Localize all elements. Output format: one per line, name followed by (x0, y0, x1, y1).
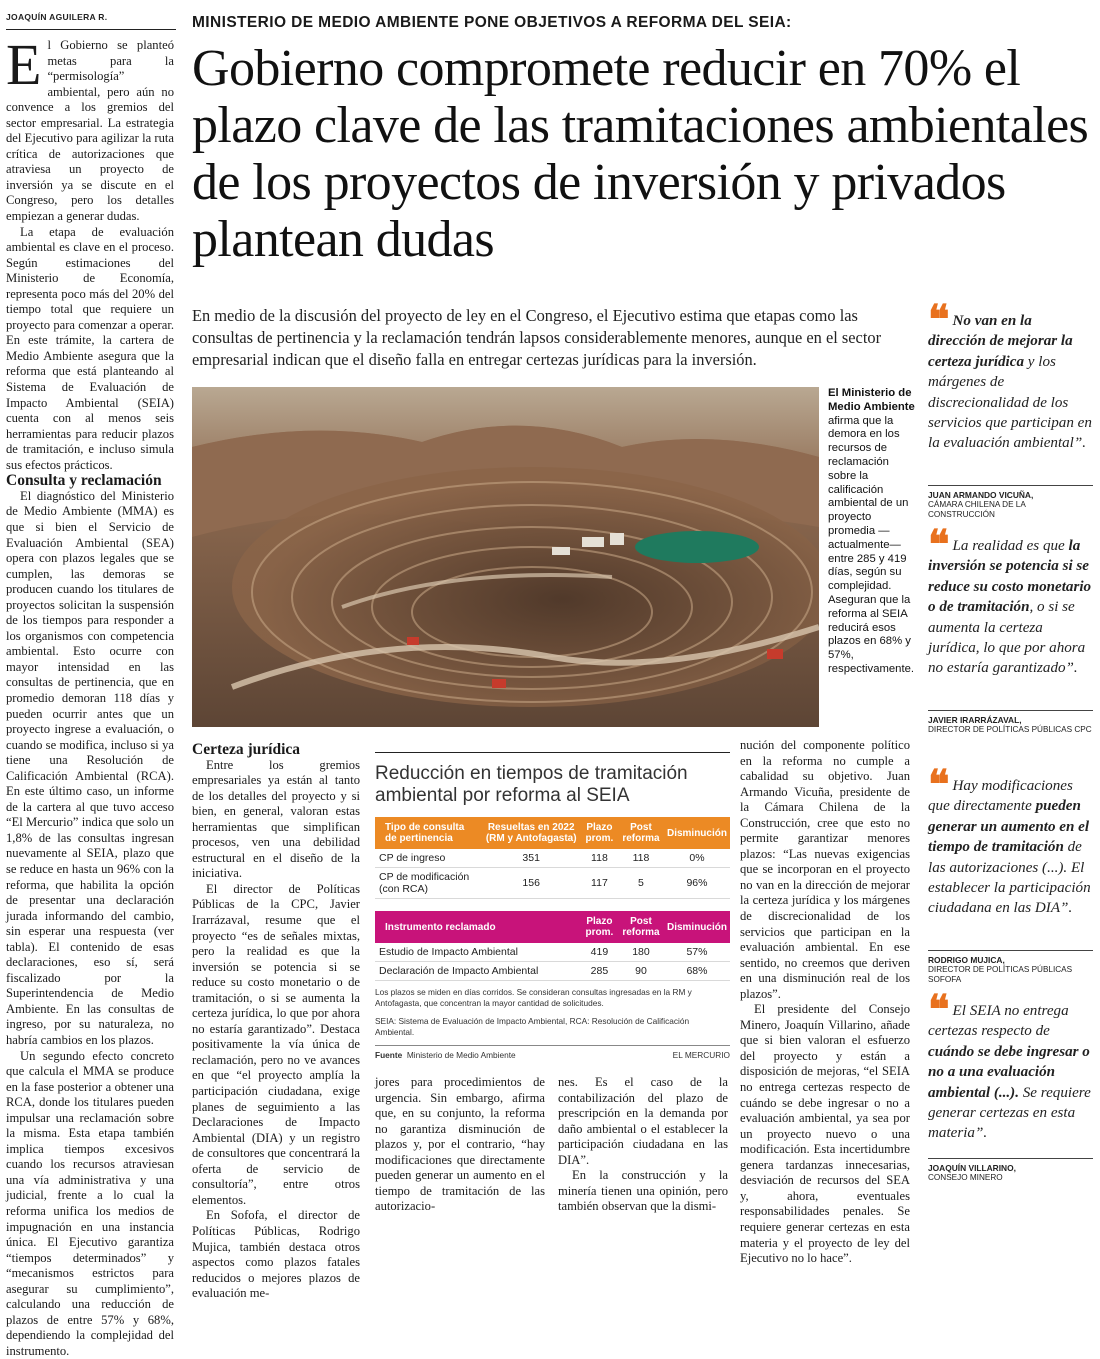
quote-mark-icon: ❝ (928, 986, 950, 1033)
th-post-2: Post reforma (618, 911, 664, 943)
cell: 285 (581, 962, 618, 981)
quote-3-attribution (928, 950, 1093, 985)
col1-paragraph-2: La etapa de evaluación ambiental es clave en el proceso. Según estimaciones del Ministerio de Economía, representa poco más del 20% del tiempo total que requiere un proyecto para comenzar a operar. En este trámite, la cartera de Medio Ambiente asegura que la reforma que está planteando al Sistema de Evaluación de Impacto Ambiental (SEIA) cuenta con al menos seis herramientas para reducir plazos de tramitación, e incluso simula sus efectos prácticos. (6, 224, 174, 472)
column-4 (558, 1075, 728, 1215)
quote-2-attribution (928, 710, 1093, 735)
quote-text: La realidad es que (952, 538, 1069, 554)
quote-role: DIRECTOR DE POLÍTICAS PÚBLICAS CPC (928, 725, 1092, 734)
pull-quote-2 (928, 521, 1093, 679)
caption-bold: El Ministerio de Medio Ambiente (828, 387, 915, 413)
quote-bold: pueden generar un aumento en el tiempo de tramitación (928, 798, 1090, 856)
table-row (375, 962, 730, 981)
table-source (375, 1045, 730, 1061)
quote-1-attribution (928, 485, 1093, 520)
col2-paragraph-3: En Sofofa, el director de Políticas Públicas, Rodrigo Mujica, también destaca otros aspectos como plazos fatales reducidos o mejores plazos de evaluación me- (192, 1208, 360, 1301)
quote-4-attribution (928, 1158, 1093, 1183)
cell: 118 (618, 849, 664, 868)
th-plazo-2: Plazo prom. (581, 911, 618, 943)
quote-text: de las autorizaciones (...). El establecer la participación ciudadana en las DIA”. (928, 839, 1091, 917)
quote-text: Se requiere generar certezas en esta materia”. (928, 1084, 1091, 1142)
quote-text: Hay modificaciones que directamente (928, 778, 1073, 815)
quote-role: CONSEJO MINERO (928, 1173, 1003, 1182)
headline: Gobierno compromete reducir en 70% el plazo clave de las tramitaciones ambientales de los proyectos de inversión y privados plantean dudas (192, 40, 1089, 268)
col1-paragraph-4: Un segundo efecto concreto que calcula el MMA se produce en la fase posterior a obtener una RCA, donde los titulares pueden impulsar una reclamación sobre la misma. Esta etapa también implica tiempos excesivos cuando los recursos atraviesan una vía administrativa y una judicial, frente a lo cual la reforma unifica los medios de impugnación en una instancia única. El Ejecutivo garantiza “tiempos determinados” y “mecanismos estrictos para asegurar su cumplimiento”, calculando una reducción de plazos de entre 57% y 68%, dependiendo la complejidad del instrumento. (6, 1048, 174, 1358)
quote-bold: No van en la dirección de mejorar la certeza jurídica (928, 313, 1073, 370)
column-5 (740, 738, 910, 1267)
cell: 0% (664, 849, 730, 868)
quote-text: y los márgenes de discrecionalidad de los servicios que participan en la evaluación ambiental”. (928, 353, 1092, 452)
column-3 (375, 1075, 545, 1215)
pull-quote-4 (928, 986, 1093, 1144)
quote-text: , o si se aumenta la certeza jurídica, lo que por ahora no estaría garantizado”. (928, 599, 1086, 677)
byline: JOAQUÍN AGUILERA R. (6, 12, 108, 22)
subhead-consulta: Consulta y reclamación (6, 472, 162, 490)
cell: 57% (664, 943, 730, 962)
cell: 351 (482, 849, 581, 868)
cell: 90 (618, 962, 664, 981)
column-2 (192, 738, 360, 1302)
th-disminucion: Disminución (664, 817, 730, 849)
quote-role: DIRECTOR DE POLÍTICAS PÚBLICAS SOFOFA (928, 965, 1073, 984)
quote-name: JUAN ARMANDO VICUÑA, (928, 490, 1034, 500)
cell: CP de ingreso (375, 849, 482, 868)
cell: 5 (618, 868, 664, 899)
th-disminucion-2: Disminución (664, 911, 730, 943)
quote-name: JAVIER IRARRÁZAVAL, (928, 715, 1022, 725)
column-1 (6, 32, 174, 1359)
cell: Estudio de Impacto Ambiental (375, 943, 581, 962)
cell: Declaración de Impacto Ambiental (375, 962, 581, 981)
reclamacion-table (375, 911, 730, 981)
col4-paragraph-1: nes. Es el caso de la contabilización del plazo de prescripción en la demanda por daño ambiental o el establecer la participación ciudadana en las DIA”. (558, 1075, 728, 1167)
th-plazo: Plazo prom. (581, 817, 618, 849)
table-row (375, 868, 730, 899)
cell: 117 (581, 868, 618, 899)
col4-paragraph-2: En la construcción y la minería tienen una opinión, pero también observan que la dismi- (558, 1168, 728, 1214)
table-row (375, 943, 730, 962)
open-pit-mine-illustration (192, 387, 819, 727)
subhead-certeza: Certeza jurídica (192, 741, 301, 758)
data-table-box (375, 752, 730, 1061)
col1-paragraph-3: El diagnóstico del Ministerio de Medio Ambiente (MMA) es que si bien el Servicio de Evaluación Ambiental (SEA) opera con plazos legales que se cumplen, las demoras se producen cuando los titulares de proyectos solicitan la suspensión de los tiempos para responder a los organismos con competencia ambiental. Esto ocurre con mayor intensidad en las consultas de pertinencia, que en promedio demoran 118 días y pueden ocurrir antes que un proyecto ingrese a evaluación, o cuando se modifica, incluso si ya tiene una Resolución de Calificación Ambiental (RCA). En este último caso, un informe de la cartera al que tuvo acceso “El Mercurio” indica que solo un 1,8% de las consultas ingresan nuevamente al SEIA, plazo que se reduce en hasta un 96% con la reforma, que habilita la opción de presentar una declaración jurada informando del cambio, sin esperar una respuesta (ver tabla). El contenido de esas declaraciones, eso sí, será fiscalizado por la Superintendencia de Medio Ambiente. En las consultas de ingreso, por su naturaleza, no habría cambios en los plazos. (6, 488, 174, 1047)
th-post: Post reforma (618, 817, 664, 849)
source-text: Ministerio de Medio Ambiente (406, 1050, 516, 1061)
cell: 180 (618, 943, 664, 962)
cell: CP de modificación (con RCA) (375, 868, 482, 899)
quote-bold: cuándo se debe ingresar o no a una evaluación ambiental (...). (928, 1043, 1090, 1101)
col5-paragraph-2: El presidente del Consejo Minero, Joaquín Villarino, añade que si bien valoran el esfuerzo del proyecto y están a disposición de mejoras, “el SEIA no entrega certezas respecto de cuándo se debe ingresar o no a evaluación ambiental, ya sea por un proyecto nuevo o una modificación. Esta incertidumbre genera tardanzas innecesarias, desviación de recursos del SEA y, ahora, eventuales responsabilidades penales. Se requiere generar certezas en esta materia y el proyecto de ley del Ejecutivo no lo hace”. (740, 1002, 910, 1266)
mine-photo (192, 387, 819, 727)
quote-text: El SEIA no entrega certezas respecto de (928, 1003, 1069, 1040)
caption-text: afirma que la demora en los recursos de reclamación sobre la calificación ambiental de un proyecto promedia —actualmente— entre 285 y 419 días, según su complejidad. Aseguran que la reforma al SEIA reducirá esos plazos en 68% y 57%, respectivamente. (828, 414, 915, 675)
table-note-2: SEIA: Sistema de Evaluación de Impacto Ambiental, RCA: Resolución de Calificación Ambiental. (375, 1016, 690, 1037)
drop-cap: E (6, 32, 42, 97)
col2-paragraph-1: Entre los gremios empresariales ya están al tanto de los detalles del proyecto y si bien, en general, valoran estas herramientas que simplifican procesos, ven una debilidad estructural en el diseño de la iniciativa. (192, 757, 360, 881)
quote-mark-icon: ❝ (928, 761, 950, 808)
quote-name: RODRIGO MUJICA, (928, 955, 1005, 965)
quote-name: JOAQUÍN VILLARINO, (928, 1163, 1016, 1173)
table-title: Reducción en tiempos de tramitación ambiental por reforma al SEIA (375, 763, 688, 806)
tailings-pond (635, 531, 759, 563)
col3-paragraph-1: jores para procedimientos de urgencia. Sin embargo, afirma que, en su conjunto, la reforma no garantiza disminución de plazos y, por el contrario, “hay modificaciones que directamente pueden generar un aumento en el tiempo de tramitación de las autorizacio- (375, 1075, 545, 1214)
th-tipo: Tipo de consulta de pertinencia (375, 817, 482, 849)
table-top-rule (375, 752, 730, 753)
cell: 68% (664, 962, 730, 981)
cell: 419 (581, 943, 618, 962)
col1-paragraph-1: l Gobierno se planteó metas para la “permisología” ambiental, pero aún no convence a los gremios del sector empresarial. La estrategia del Ejecutivo para agilizar la ruta crítica de autorizaciones que atraviesa un proyecto de inversión ya se discute en el Congreso, pero los detalles empiezan a generar dudas. (6, 38, 174, 224)
pull-quote-1 (928, 296, 1093, 454)
source-label: Fuente (375, 1050, 403, 1061)
th-instrumento: Instrumento reclamado (375, 911, 581, 943)
col5-paragraph-1: nución del componente político en la reforma no cumple a cabalidad su objetivo. Juan Armando Vicuña, presidente de la Cámara Chilena de la Construcción, cree que esto no permite garantizar menores plazos: “Las nuevas exigencias que se incorporan en el proyecto no van en la dirección de mejorar la certeza jurídica y los márgenes de discrecionalidad de los servicios que participan en la evaluación ambiental. En ese sentido, no creemos que deriven en una disminución real de los plazos”. (740, 738, 910, 1001)
cell: 156 (482, 868, 581, 899)
quote-role: CÁMARA CHILENA DE LA CONSTRUCCIÓN (928, 500, 1026, 519)
photo-caption (828, 387, 918, 677)
quote-bold: la inversión se potencia si se reduce su costo monetario o de tramitación (928, 538, 1092, 616)
quote-mark-icon: ❝ (928, 521, 950, 568)
cell: 96% (664, 868, 730, 899)
byline-rule (6, 29, 176, 30)
source-credit: EL MERCURIO (672, 1050, 730, 1061)
quote-mark-icon: ❝ (928, 296, 950, 343)
pertinencia-table (375, 817, 730, 899)
table-note-1: Los plazos se miden en días corridos. Se consideran consultas ingresadas en la RM y Antofagasta, que concentran la mayor cantidad de solicitudes. (375, 987, 692, 1008)
kicker: MINISTERIO DE MEDIO AMBIENTE PONE OBJETIVOS A REFORMA DEL SEIA: (192, 14, 792, 31)
pull-quote-3 (928, 761, 1093, 919)
cell: 118 (581, 849, 618, 868)
col2-paragraph-2: El director de Políticas Públicas de la CPC, Javier Irarrázaval, resume que el proyecto “es de señales mixtas, pero la realidad es que la inversión se potencia si se reduce su costo monetario o de tramitación, o si se aumenta la certeza jurídica, lo que por ahora no estaría garantizado”. Destaca positivamente la vía única de reclamación, pero no ve avances en que “el proyecto amplía la participación ciudadana, exige planes de seguimiento a las Declaraciones de Impacto Ambiental (DIA) y un registro de consultores que concentrará la oferta de servicio de consultoría”, entre otros elementos. (192, 881, 360, 1207)
dek: En medio de la discusión del proyecto de ley en el Congreso, el Ejecutivo estima que etapas como las consultas de pertinencia y la reclamación tendrán lapsos considerablemente menores, aunque en el sector empresarial indican que el diseño falla en entregar certezas jurídicas para la inversión. (192, 306, 882, 369)
table-row (375, 849, 730, 868)
th-resueltas: Resueltas en 2022 (RM y Antofagasta) (482, 817, 581, 849)
